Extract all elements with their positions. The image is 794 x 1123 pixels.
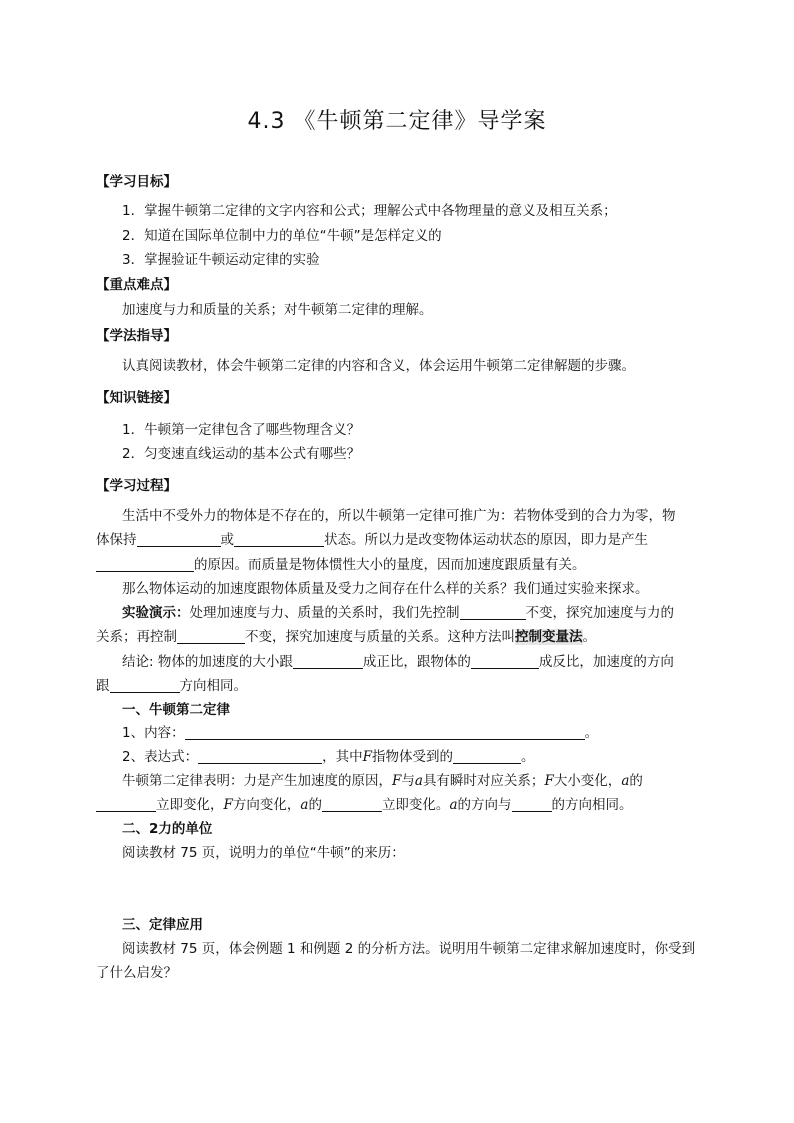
- process-paragraph-1c: [96, 556, 700, 574]
- fill-blank[interactable]: [185, 725, 585, 740]
- law-explanation-line-1: [122, 772, 726, 790]
- process-paragraph-2: 那么物体运动的加速度跟物体质量及受力之间存在什么样的关系？我们通过实验来探求。: [122, 581, 649, 597]
- process-paragraph-1b: [96, 531, 700, 549]
- text-fragment: 具有瞬时对应关系；: [422, 773, 545, 789]
- text-fragment: 与: [401, 773, 415, 789]
- fill-blank[interactable]: [96, 797, 156, 812]
- section-3-heading: 三、定律应用: [122, 917, 203, 933]
- section-1-heading: 一、牛顿第二定律: [122, 702, 230, 718]
- text-fragment: 的: [308, 797, 322, 813]
- expression-line: [122, 748, 726, 766]
- text-fragment: 跟: [96, 678, 110, 694]
- objective-item-3: 3．掌握验证牛顿运动定律的实验: [122, 252, 320, 268]
- experiment-label: 实验演示：: [122, 605, 190, 621]
- fill-blank[interactable]: [293, 654, 363, 669]
- fill-blank[interactable]: [512, 797, 552, 812]
- objective-item-2: 2．知道在国际单位制中力的单位“牛顿”是怎样定义的: [122, 228, 442, 244]
- link-item-1: 1．牛顿第一定律包含了哪些物理含义？: [122, 422, 361, 438]
- text-fragment: 不变，探究加速度与质量的关系。这种方法叫: [245, 629, 515, 645]
- fill-blank[interactable]: [96, 557, 194, 572]
- text-fragment: 1、内容：: [122, 725, 185, 741]
- text-fragment: 立即变化，: [156, 797, 224, 813]
- text-fragment: 不变，探究加速度与力的: [525, 605, 674, 621]
- symbol-a: a: [300, 797, 309, 813]
- content-line: [122, 724, 726, 742]
- text-fragment: 或: [220, 532, 234, 548]
- process-paragraph-1a: 生活中不受外力的物体是不存在的，所以牛顿第一定律可推广为：若物体受到的合力为零，物: [122, 508, 676, 524]
- text-fragment: 的方向与: [457, 797, 512, 813]
- conclusion-line-1: [122, 653, 726, 671]
- text-fragment: 的: [629, 773, 643, 789]
- symbol-F: F: [544, 773, 554, 789]
- fill-blank[interactable]: [198, 749, 322, 764]
- text-fragment: 。: [584, 725, 599, 741]
- text-fragment: 方向相同。: [179, 678, 247, 694]
- link-item-2: 2．匀变速直线运动的基本公式有哪些？: [122, 446, 361, 462]
- process-heading: 【学习过程】: [96, 478, 177, 494]
- symbol-F: F: [362, 749, 372, 765]
- law-explanation-line-2: [96, 796, 700, 814]
- section-2-text: 阅读教材 75 页，说明力的单位“牛顿”的来历：: [122, 845, 405, 861]
- fill-blank[interactable]: [234, 532, 324, 547]
- text-fragment: 结论: 物体的加速度的大小跟: [122, 654, 293, 670]
- text-fragment: 牛顿第二定律表明：力是产生加速度的原因，: [122, 773, 392, 789]
- experiment-line-2: [96, 628, 700, 646]
- text-fragment: 。: [582, 629, 596, 645]
- text-fragment: 状态。所以力是改变物体运动状态的原因，即力是产生: [324, 532, 648, 548]
- section-3-text-line-1: 阅读教材 75 页，体会例题 1 和例题 2 的分析方法。说明用牛顿第二定律求解加速度时，你受到: [122, 941, 696, 957]
- fill-blank[interactable]: [322, 797, 382, 812]
- symbol-a: a: [449, 797, 458, 813]
- text-fragment: 的方向相同。: [551, 797, 633, 813]
- text-fragment: 处理加速度与力、质量的关系时，我们先控制: [189, 605, 460, 621]
- text-fragment: 立即变化。: [381, 797, 450, 813]
- text-fragment: 2、表达式：: [122, 749, 199, 765]
- method-term-highlight: 控制变量法: [515, 629, 583, 645]
- fill-blank[interactable]: [460, 605, 526, 620]
- fill-blank[interactable]: [453, 749, 521, 764]
- objective-item-1: 1．掌握牛顿第二定律的文字内容和公式；理解公式中各物理量的意义及相互关系；: [122, 203, 617, 219]
- text-fragment: ，其中: [322, 749, 363, 765]
- symbol-a: a: [414, 773, 423, 789]
- key-points-heading: 【重点难点】: [96, 277, 177, 293]
- text-fragment: 体保持: [96, 532, 137, 548]
- section-2-heading: 二、2力的单位: [122, 821, 213, 837]
- text-fragment: 方向变化，: [232, 797, 301, 813]
- fill-blank[interactable]: [137, 532, 221, 547]
- text-fragment: 。: [520, 749, 535, 765]
- symbol-a: a: [621, 773, 630, 789]
- symbol-F: F: [223, 797, 233, 813]
- text-fragment: 关系；再控制: [96, 629, 177, 645]
- links-heading: 【知识链接】: [96, 390, 177, 406]
- experiment-line-1: [122, 604, 726, 622]
- text-fragment: 大小变化，: [553, 773, 622, 789]
- fill-blank[interactable]: [177, 629, 245, 644]
- symbol-F: F: [392, 773, 402, 789]
- method-text: 认真阅读教材，体会牛顿第二定律的内容和含义，体会运用牛顿第二定律解题的步骤。: [122, 358, 635, 374]
- text-fragment: 指物体受到的: [371, 749, 453, 765]
- method-heading: 【学法指导】: [96, 328, 177, 344]
- objectives-heading: 【学习目标】: [96, 174, 177, 190]
- section-3-text-line-2: 了什么启发？: [96, 965, 177, 981]
- text-fragment: 成反比，加速度的方向: [538, 654, 674, 670]
- text-fragment: 的原因。而质量是物体惯性大小的量度，因而加速度跟质量有关。: [194, 557, 586, 573]
- document-title: 4.3 《牛顿第二定律》导学案: [247, 109, 547, 134]
- fill-blank[interactable]: [471, 654, 539, 669]
- fill-blank[interactable]: [110, 678, 180, 693]
- text-fragment: 成正比，跟物体的: [362, 654, 471, 670]
- conclusion-line-2: [96, 677, 700, 695]
- key-points-text: 加速度与力和质量的关系；对牛顿第二定律的理解。: [122, 302, 433, 318]
